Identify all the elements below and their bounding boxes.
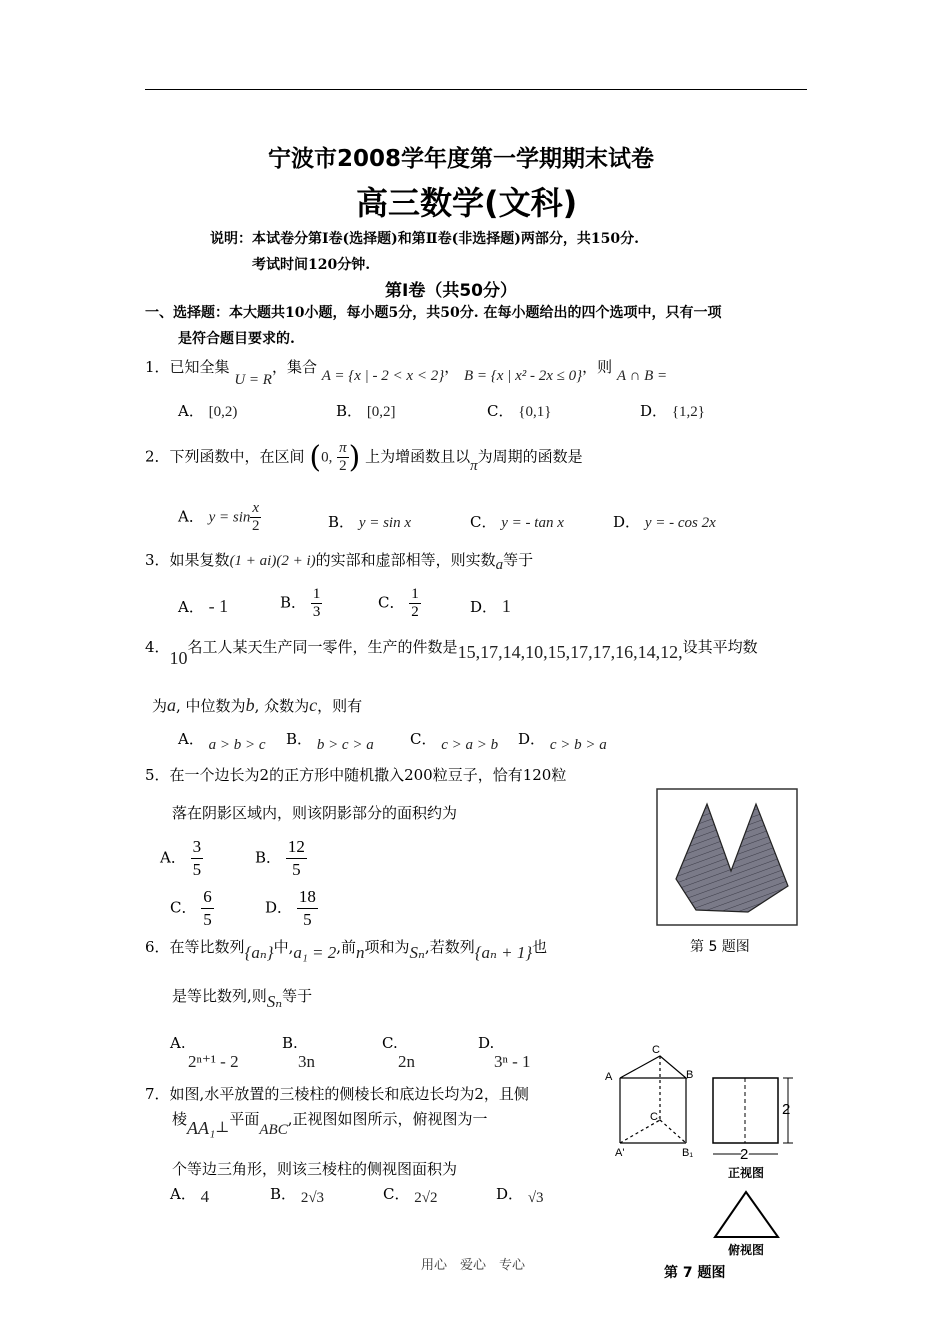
question-6-option-c: C. 2n [382, 1034, 415, 1071]
question-4-option-a: A． a > b > c [178, 730, 266, 753]
question-7-option-b: B． 2√3 [270, 1185, 325, 1206]
question-6-stem-line-2: 是等比数列,则Sₙ等于 [172, 987, 313, 1011]
question-1-option-c: C． {0,1} [487, 402, 552, 420]
prism-label-a: A [605, 1071, 613, 1083]
exam-title: 宁波市2008学年度第一学期期末试卷 [268, 146, 655, 172]
question-7-stem: 7．如图,水平放置的三棱柱的侧棱长和底边长均为2，且侧 [145, 1085, 529, 1103]
question-3-option-a: A． - 1 [178, 596, 229, 616]
question-6-option-d: D. 3ⁿ - 1 [478, 1034, 531, 1071]
question-5-option-d: D． $\frac{18}{5}$ [265, 887, 316, 929]
prism-label-a1: A' [615, 1147, 625, 1159]
question-5-option-b: B． $\frac{12}{5}$ [255, 837, 305, 879]
question-4-stem: 4．10名工人某天生产同一零件，生产的件数是15,17,14,10,15,17,17,16,14,12,设其平均数 [145, 638, 758, 668]
question-5-stem: 5．在一个边长为2的正方形中随机撒入200粒豆子，恰有120粒 [145, 766, 567, 784]
question-1-stem: 1．已知全集 U = R，集合 A = {x | - 2 < x < 2}， B = {x | x² - 2x ≤ 0}，则 A ∩ B = [145, 358, 668, 388]
instruction-line-1: 说明：本试卷分第Ⅰ卷(选择题)和第Ⅱ卷(非选择题)两部分，共150分. [210, 231, 639, 247]
prism-label-c: C [652, 1044, 660, 1056]
question-7-option-a: A． 4 [170, 1185, 210, 1206]
question-5-option-a: A． $\frac{3}{5}$ [160, 837, 202, 879]
question-3-option-b: B． $\frac{1}{3}$ [280, 586, 321, 620]
front-view-dim-width: 2 [740, 1146, 749, 1163]
part-title: 第Ⅰ卷（共50分） [385, 281, 517, 301]
question-7-stem-line-2: 棱AA₁⊥平面ABC,正视图如图所示，俯视图为一 [172, 1110, 488, 1138]
question-7-option-c: C． 2√2 [383, 1185, 438, 1206]
top-view-caption: 俯视图 [728, 1243, 765, 1257]
intersection-expr: A ∩ B = [616, 368, 668, 384]
page-footer: 用心 爱心 专心 [421, 1258, 526, 1273]
instruction-line-2: 考试时间120分钟. [252, 257, 371, 273]
front-view-drawing [713, 1078, 793, 1154]
question-2-option-d: D． y = - cos 2x [613, 513, 716, 531]
question-3-option-c: C． $\frac{1}{2}$ [378, 586, 419, 620]
set-a: A = {x | - 2 < x < 2} [321, 368, 445, 384]
question-5-stem-line-2: 落在阴影区域内，则该阴影部分的面积约为 [172, 804, 458, 822]
question-5-option-c: C． $\frac{6}{5}$ [170, 887, 212, 929]
question-2-option-b: B． y = sin x [328, 513, 412, 531]
prism-label-c1: C₁ [650, 1111, 662, 1123]
top-view-triangle [715, 1192, 778, 1237]
question-3-stem: 3．如果复数(1 + ai)(2 + i)的实部和虚部相等，则实数a等于 [145, 551, 534, 573]
exam-subtitle: 高三数学(文科) [356, 184, 578, 222]
set-b: B = {x | x² - 2x ≤ 0} [464, 368, 583, 384]
question-3-option-d: D． 1 [470, 596, 511, 616]
question-2-stem: 2．下列函数中，在区间 (0, $\frac{\pi}{2}$ ) 上为增函数且以π为周期的函数是 [145, 440, 583, 475]
question-5-figure [656, 788, 798, 926]
question-4-stem-line-2: 为a, 中位数为b, 众数为c，则有 [152, 695, 363, 715]
top-rule [145, 89, 807, 90]
question-1-option-b: B． [0,2] [336, 402, 396, 420]
universal-set: U = R [234, 372, 272, 388]
front-view-dim-height: 2 [782, 1101, 791, 1118]
question-4-option-d: D． c > b > a [518, 730, 607, 753]
prism-label-b: B [686, 1069, 694, 1081]
question-2-option-c: C． y = - tan x [470, 513, 564, 531]
prism-drawing [620, 1056, 686, 1143]
question-7-option-d: D． √3 [496, 1185, 544, 1206]
question-7-figure [600, 1040, 810, 1340]
prism-label-b1: B₁ [682, 1147, 694, 1159]
question-4-option-c: C． c > a > b [410, 730, 499, 753]
question-6-stem: 6．在等比数列{aₙ}中,a₁ = 2,前n项和为Sₙ,若数列{aₙ + 1}也 [145, 938, 548, 962]
question-7-stem-line-3: 个等边三角形，则该三棱柱的侧视图面积为 [172, 1160, 458, 1178]
question-4-option-b: B． b > c > a [286, 730, 374, 753]
question-5-figure-caption: 第 5 题图 [690, 939, 750, 955]
question-7-figure-caption: 第 7 题图 [664, 1265, 726, 1281]
question-6-option-a: A. 2ⁿ⁺¹ - 2 [170, 1034, 239, 1071]
question-2-option-a: A． y = sin $\frac{x}{2}$ [178, 500, 260, 534]
section-heading-line-2: 是符合题目要求的. [178, 331, 295, 347]
question-6-option-b: B. 3n [282, 1034, 315, 1071]
question-1-option-d: D． {1,2} [640, 402, 705, 420]
question-1-option-a: A． [0,2) [178, 402, 238, 420]
section-heading-line-1: 一、选择题：本大题共10小题，每小题5分，共50分. 在每小题给出的四个选项中，只有一项 [145, 305, 722, 321]
front-view-caption: 正视图 [728, 1166, 765, 1180]
